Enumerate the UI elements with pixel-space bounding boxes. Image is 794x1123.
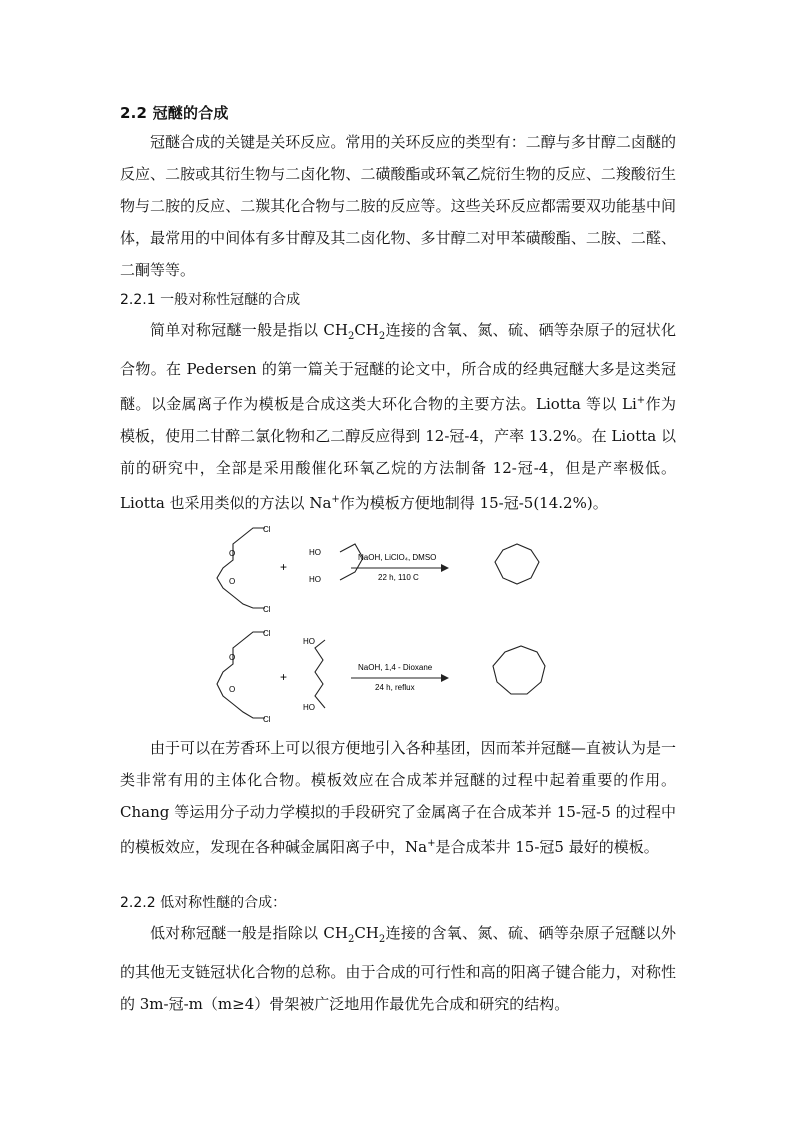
- intro-paragraph: 冠醚合成的关键是关环反应。常用的关环反应的类型有：二醇与多甘醇二卤醚的反应、二胺或其衍生物与二卤化物、二磺酸酯或环氧乙烷衍生物的反应、二羧酸衍生物与二胺的反应、二羰其化合物与二胺的反应等。这些关环反应都需要双功能基中间体，最常用的中间体有多甘醇及其二卤化物、多甘醇二对甲苯磺酸酯、二胺、二醛、二酮等等。: [120, 133, 676, 279]
- hydroxyl-label: HO: [309, 575, 321, 584]
- reaction-condition-reagents: NaOH, LiClO₄, DMSO: [358, 553, 437, 562]
- benzo-crown-paragraph: 由于可以在芳香环上可以很方便地引入各种基团，因而苯并冠醚—直被认为是一类非常有用的主体化合物。模板效应在合成苯并冠醚的过程中起着重要的作用。Chang 等运用分子动力学模拟的手段研究了金属离子在合成苯并 15-冠-5 的过程中的模板效应，发现在各种碱金属阳离子中，Na+是合成苯井 15-冠5 最好的模板。: [120, 739, 676, 856]
- hydroxyl-label: HO: [303, 637, 315, 646]
- subsection-heading-2-2-2: 2.2.2 低对称性醚的合成：: [120, 895, 287, 911]
- low-symmetry-crown-paragraph: 低对称冠醚一般是指除以 $CH_2CH_2$连接的含氧、氮、硫、硒等杂原子冠醚以外的其他无支链冠状化合物的总称。由于合成的可行性和高的阳离子键合能力，对称性的 3m-冠-m（m≥4）骨架被广泛地用作最优先合成和研究的结构。: [120, 924, 676, 1013]
- reaction-scheme-12-crown-4: [205, 522, 585, 614]
- section-heading: 2.2 冠醚的合成: [120, 104, 229, 122]
- chloride-label: Cl: [263, 715, 271, 724]
- reaction-scheme-15-crown-5: [205, 626, 585, 726]
- ether-oxygen-label: O: [229, 549, 236, 558]
- reaction-condition-reagents: NaOH, 1,4 - Dioxane: [358, 663, 433, 672]
- ether-oxygen-label: O: [229, 577, 236, 586]
- hydroxyl-label: HO: [309, 548, 321, 557]
- reaction-condition-time: 24 h, reflux: [375, 683, 415, 692]
- plus-sign: +: [280, 560, 288, 574]
- chloride-label: Cl: [263, 629, 271, 638]
- chloride-label: Cl: [263, 605, 271, 614]
- hydroxyl-label: HO: [303, 703, 315, 712]
- ether-oxygen-label: O: [229, 685, 236, 694]
- chloride-label: Cl: [263, 525, 271, 534]
- ether-oxygen-label: O: [229, 653, 236, 662]
- symmetric-crown-paragraph: 简单对称冠醚一般是指以 $CH_2CH_2$连接的含氧、氮、硫、硒等杂原子的冠状化合物。在 Pedersen 的第一篇关于冠醚的论文中，所合成的经典冠醚大多是这类冠醚。以金属离子作为模板是合成这类大环化合物的主要方法。Liotta 等以 Li+作为模板，使用二甘醉二氯化物和乙二醇反应得到 12-冠-4，产率 13.2%。在 Liotta 以前的研究中，全部是采用酸催化环氧乙烷的方法制备 12-冠-4，但是产率极低。Liotta 也采用类似的方法以 Na+作为模板方便地制得 15-冠-5(14.2%)。: [120, 321, 676, 512]
- plus-sign: +: [280, 670, 288, 684]
- subsection-heading-2-2-1: 2.2.1 一般对称性冠醚的合成: [120, 292, 301, 308]
- reaction-condition-time: 22 h, 110 C: [378, 573, 419, 582]
